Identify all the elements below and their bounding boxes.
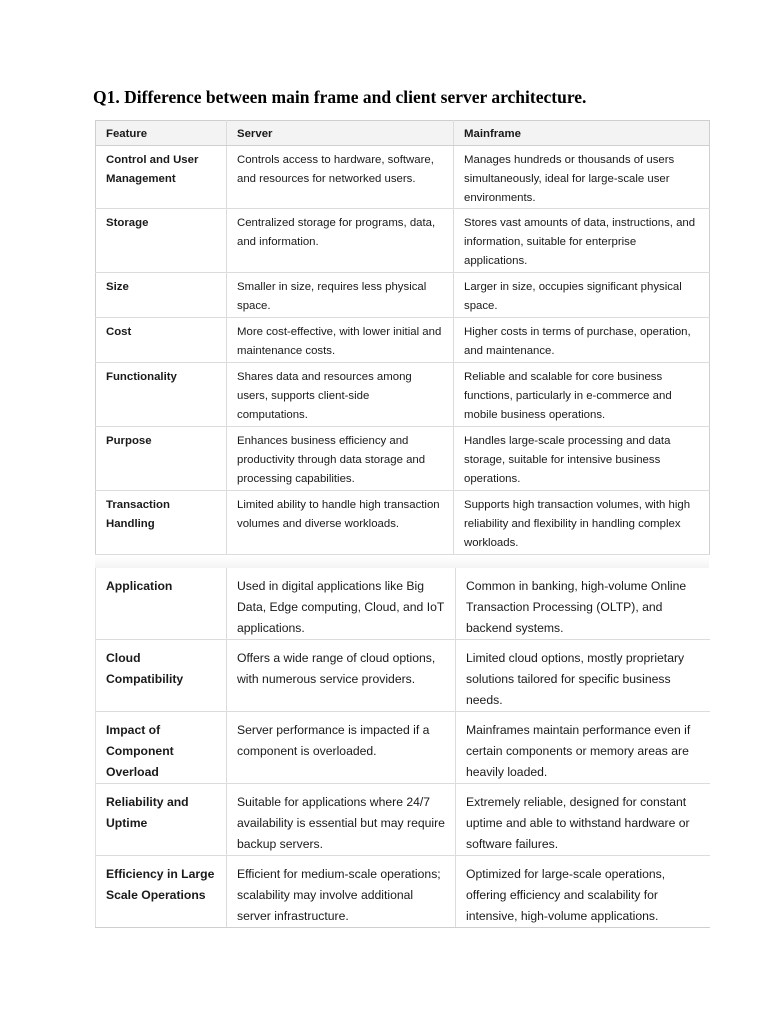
feature-cell: Impact of Component Overload: [96, 712, 227, 784]
server-cell: Controls access to hardware, software, and resources for networked users.: [227, 146, 454, 209]
header-mainframe: Mainframe: [454, 121, 710, 146]
feature-cell: Storage: [96, 209, 227, 273]
header-feature: Feature: [96, 121, 227, 146]
mainframe-cell: Common in banking, high-volume Online Transaction Processing (OLTP), and backend systems.: [456, 568, 710, 640]
table-row: [96, 318, 710, 363]
server-cell: Offers a wide range of cloud options, with numerous service providers.: [227, 640, 456, 712]
table-row: [96, 712, 710, 784]
comparison-table-part-1: [95, 120, 710, 555]
server-cell: Limited ability to handle high transaction volumes and diverse workloads.: [227, 491, 454, 555]
mainframe-cell: Stores vast amounts of data, instructions, and information, suitable for enterprise applications.: [454, 209, 710, 273]
feature-cell: Control and User Management: [96, 146, 227, 209]
feature-cell: Application: [96, 568, 227, 640]
server-cell: Used in digital applications like Big Data, Edge computing, Cloud, and IoT applications.: [227, 568, 456, 640]
table-row: [96, 273, 710, 318]
comparison-table-part-2: [95, 568, 710, 928]
table-row: [96, 146, 710, 209]
table-row: [96, 568, 710, 640]
page-break-gap: [95, 556, 709, 568]
mainframe-cell: Reliable and scalable for core business functions, particularly in e-commerce and mobile business operations.: [454, 363, 710, 427]
server-cell: Server performance is impacted if a component is overloaded.: [227, 712, 456, 784]
table-row: [96, 209, 710, 273]
mainframe-cell: Larger in size, occupies significant physical space.: [454, 273, 710, 318]
mainframe-cell: Manages hundreds or thousands of users simultaneously, ideal for large-scale user environments.: [454, 146, 710, 209]
feature-cell: Cost: [96, 318, 227, 363]
feature-cell: Transaction Handling: [96, 491, 227, 555]
table-row: [96, 640, 710, 712]
header-server: Server: [227, 121, 454, 146]
table-header-row: [96, 121, 710, 146]
server-cell: Centralized storage for programs, data, and information.: [227, 209, 454, 273]
mainframe-cell: Mainframes maintain performance even if certain components or memory areas are heavily loaded.: [456, 712, 710, 784]
server-cell: Efficient for medium-scale operations; scalability may involve additional server infrastructure.: [227, 856, 456, 928]
table-row: [96, 363, 710, 427]
server-cell: Smaller in size, requires less physical space.: [227, 273, 454, 318]
mainframe-cell: Optimized for large-scale operations, offering efficiency and scalability for intensive, high-volume applications.: [456, 856, 710, 928]
mainframe-cell: Limited cloud options, mostly proprietary solutions tailored for specific business needs.: [456, 640, 710, 712]
feature-cell: Purpose: [96, 427, 227, 491]
feature-cell: Functionality: [96, 363, 227, 427]
feature-cell: Reliability and Uptime: [96, 784, 227, 856]
table-row: [96, 784, 710, 856]
mainframe-cell: Extremely reliable, designed for constant uptime and able to withstand hardware or software failures.: [456, 784, 710, 856]
mainframe-cell: Handles large-scale processing and data storage, suitable for intensive business operations.: [454, 427, 710, 491]
server-cell: Shares data and resources among users, supports client-side computations.: [227, 363, 454, 427]
table-row: [96, 856, 710, 928]
page-title: Q1. Difference between main frame and client server architecture.: [93, 87, 587, 107]
table-row: [96, 427, 710, 491]
feature-cell: Efficiency in Large Scale Operations: [96, 856, 227, 928]
mainframe-cell: Supports high transaction volumes, with high reliability and flexibility in handling complex workloads.: [454, 491, 710, 555]
feature-cell: Size: [96, 273, 227, 318]
mainframe-cell: Higher costs in terms of purchase, operation, and maintenance.: [454, 318, 710, 363]
server-cell: More cost-effective, with lower initial and maintenance costs.: [227, 318, 454, 363]
feature-cell: Cloud Compatibility: [96, 640, 227, 712]
server-cell: Suitable for applications where 24/7 availability is essential but may require backup servers.: [227, 784, 456, 856]
table-row: [96, 491, 710, 555]
server-cell: Enhances business efficiency and productivity through data storage and processing capabilities.: [227, 427, 454, 491]
